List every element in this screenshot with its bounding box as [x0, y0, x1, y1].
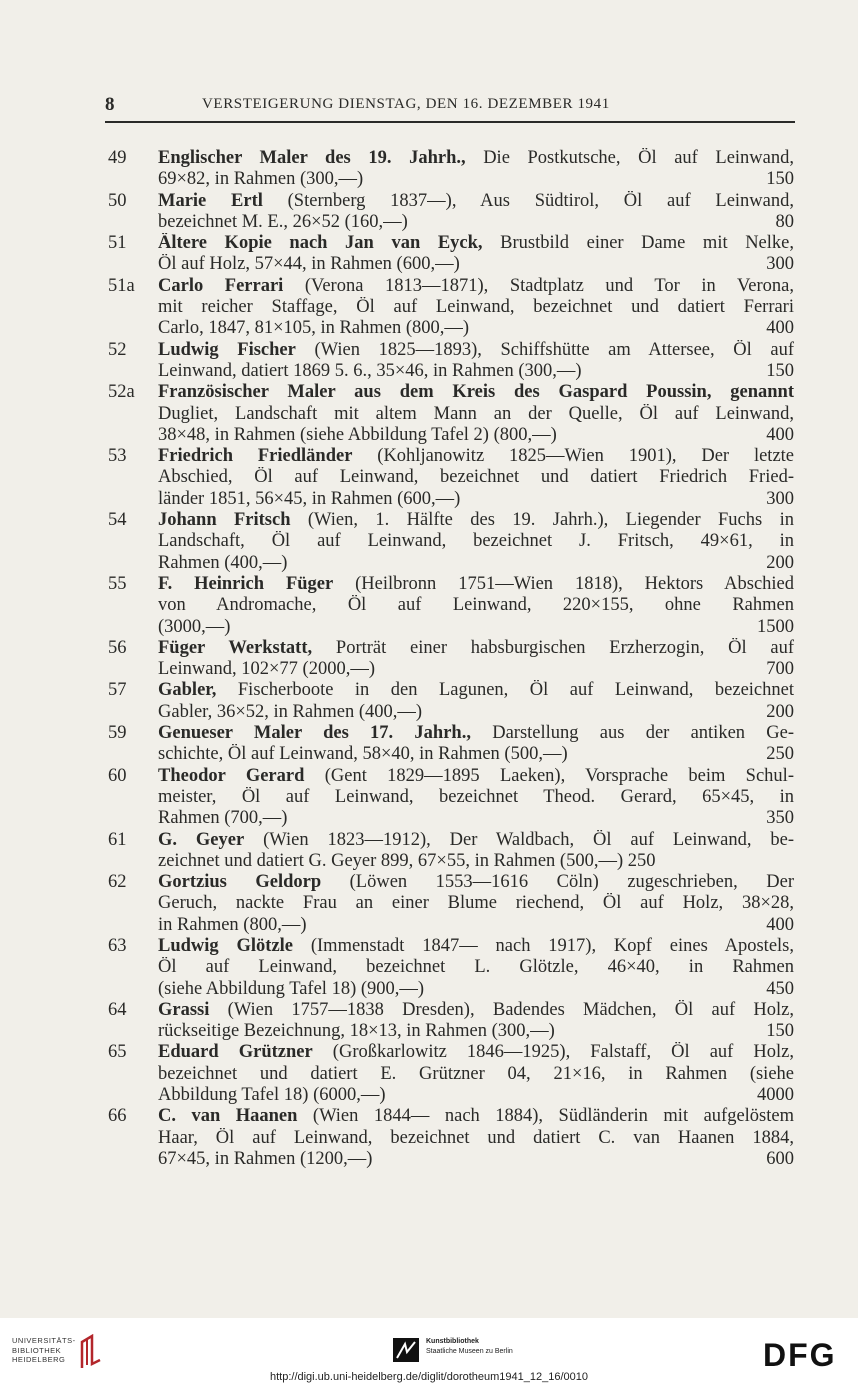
lot-description: länder 1851, 56×45, in Rahmen (600,—)	[158, 488, 461, 509]
artist-name: Ludwig Glötzle	[158, 935, 294, 956]
lot-number: 63	[108, 935, 127, 956]
lot-entry	[108, 723, 794, 766]
artist-name: G. Geyer	[158, 829, 245, 850]
lot-line	[158, 1149, 794, 1170]
artist-name: C. van Haanen	[158, 1106, 298, 1127]
lot-description: Öl auf Leinwand, bezeichnet L. Glötzle, 46×40, in Rahmen	[158, 957, 794, 978]
lot-line	[158, 766, 794, 787]
artist-name: F. Heinrich Füger	[158, 573, 334, 594]
lot-description: (Gent 1829—1895 Laeken), Vorsprache beim Schul-	[304, 765, 794, 786]
lot-line	[158, 531, 794, 552]
lot-line	[158, 340, 794, 361]
lot-description: (siehe Abbildung Tafel 18) (900,—)	[158, 978, 425, 999]
estimate-price: 150	[766, 360, 794, 381]
lot-description: (3000,—)	[158, 616, 231, 637]
kunstbibliothek-label	[426, 1337, 513, 1357]
lot-line	[158, 957, 794, 978]
university-library-logo-icon	[78, 1334, 104, 1370]
lot-line	[158, 936, 794, 957]
lot-entry	[108, 340, 794, 383]
lot-number: 52a	[108, 382, 135, 403]
lot-line	[158, 425, 794, 446]
dfg-logo: DFG	[763, 1337, 837, 1373]
estimate-price: 450	[766, 978, 794, 999]
lot-description: (Kohljanowitz 1825—Wien 1901), Der letzte	[352, 446, 794, 467]
lot-description: 67×45, in Rahmen (1200,—)	[158, 1148, 373, 1169]
lot-description: (Wien, 1. Hälfte des 19. Jahrh.), Liegender Fuchs in	[290, 510, 794, 531]
lot-line	[158, 617, 794, 638]
lot-number: 51	[108, 233, 127, 254]
lot-line	[158, 1000, 794, 1021]
estimate-price: 250	[766, 744, 794, 765]
lot-description: Die Postkutsche, Öl auf Leinwand,	[465, 148, 794, 168]
artist-name: Marie Ertl	[158, 190, 263, 211]
lot-entry	[108, 191, 794, 234]
artist-name: Ludwig Fischer	[158, 339, 296, 360]
lot-line	[158, 233, 794, 254]
running-head	[105, 94, 795, 118]
lot-description: (Wien 1844— nach 1884), Südländerin mit aufgelöstem	[297, 1106, 794, 1127]
lot-number: 53	[108, 446, 127, 467]
lot-description: Darstellung aus der antiken Ge-	[470, 723, 794, 744]
lot-description: (Großkarlowitz 1846—1925), Falstaff, Öl auf Holz,	[312, 1042, 794, 1063]
lot-number: 52	[108, 339, 127, 360]
lot-line	[158, 489, 794, 510]
estimate-price: 150	[766, 169, 794, 190]
library-line: UNIVERSITÄTS-	[12, 1336, 76, 1345]
estimate-price: 700	[766, 659, 794, 680]
kb-subtitle: Staatliche Museen zu Berlin	[426, 1348, 513, 1355]
lot-number: 61	[108, 829, 127, 850]
lot-line	[158, 595, 794, 616]
page-number: 8	[105, 94, 116, 115]
lot-line	[158, 893, 794, 914]
lot-line	[158, 382, 794, 403]
lot-line	[158, 702, 794, 723]
lot-description: Rahmen (400,—)	[158, 552, 288, 573]
lot-entry	[108, 148, 794, 191]
lot-line	[158, 659, 794, 680]
lot-line	[158, 808, 794, 829]
library-name	[12, 1336, 76, 1365]
lot-entry	[108, 382, 794, 446]
lot-line	[158, 510, 794, 531]
lot-line	[158, 723, 794, 744]
lot-line	[158, 915, 794, 936]
estimate-price: 200	[766, 552, 794, 573]
lot-description: (Verona 1813—1871), Stadtplatz und Tor in Verona,	[283, 275, 794, 296]
lot-description: (Löwen 1553—1616 Cöln) zugeschrieben, Der	[321, 872, 794, 893]
estimate-price: 4000	[757, 1085, 794, 1106]
estimate-price: 300	[766, 254, 794, 275]
kb-title: Kunstbibliothek	[426, 1338, 479, 1345]
lot-description: Gabler, 36×52, in Rahmen (400,—)	[158, 701, 423, 722]
lot-line	[158, 467, 794, 488]
lot-entry	[108, 872, 794, 936]
estimate-price: 400	[766, 318, 794, 339]
artist-name: Ältere Kopie nach Jan van Eyck,	[158, 233, 483, 254]
lot-line	[158, 744, 794, 765]
lot-line	[158, 1064, 794, 1085]
lot-number: 54	[108, 510, 127, 531]
lot-description: zeichnet und datiert G. Geyer 899, 67×55, in Rahmen (500,—) 250	[158, 850, 656, 871]
lot-entry	[108, 766, 794, 830]
lot-line	[158, 191, 794, 212]
estimate-price: 1500	[757, 616, 794, 637]
lot-number: 66	[108, 1106, 127, 1127]
lot-description: (Wien 1757—1838 Dresden), Badendes Mädchen, Öl auf Holz,	[209, 999, 794, 1020]
lot-description: von Andromache, Öl auf Leinwand, 220×155, ohne Rahmen	[158, 595, 794, 616]
lot-entry	[108, 936, 794, 1000]
lot-line	[158, 276, 794, 297]
artist-name: Gortzius Geldorp	[158, 872, 322, 893]
artist-name: Genueser Maler des 17. Jahrh.,	[158, 723, 471, 744]
lot-line	[158, 148, 794, 169]
lot-description: 38×48, in Rahmen (siehe Abbildung Tafel 2) (800,—)	[158, 424, 557, 445]
artist-name: Füger Werkstatt,	[158, 637, 313, 658]
lot-number: 59	[108, 723, 127, 744]
lot-number: 57	[108, 680, 127, 701]
lot-description: bezeichnet M. E., 26×52 (160,—)	[158, 211, 408, 232]
lot-number: 51a	[108, 275, 135, 296]
artist-name: Carlo Ferrari	[158, 275, 284, 296]
lot-line	[158, 553, 794, 574]
lot-line	[158, 574, 794, 595]
library-line: HEIDELBERG	[12, 1355, 66, 1364]
lot-description: (Heilbronn 1751—Wien 1818), Hektors Abschied	[333, 573, 794, 594]
lot-description: (Wien 1823—1912), Der Waldbach, Öl auf Leinwand, be-	[244, 829, 794, 850]
lot-description: mit reicher Staffage, Öl auf Leinwand, bezeichnet und datiert Ferrari	[158, 297, 794, 318]
header-rule	[105, 121, 795, 123]
lot-description: Öl auf Holz, 57×44, in Rahmen (600,—)	[158, 254, 460, 275]
lot-number: 65	[108, 1042, 127, 1063]
lot-list	[108, 148, 794, 1170]
lot-entry	[108, 1042, 794, 1106]
lot-line	[158, 1021, 794, 1042]
lot-description: Landschaft, Öl auf Leinwand, bezeichnet J. Fritsch, 49×61, in	[158, 531, 794, 552]
lot-line	[158, 254, 794, 275]
artist-name: Gabler,	[158, 680, 217, 701]
lot-number: 62	[108, 872, 127, 893]
lot-description: Abbildung Tafel 18) (6000,—)	[158, 1085, 386, 1106]
artist-name: Theodor Gerard	[158, 765, 305, 786]
lot-description: meister, Öl auf Leinwand, bezeichnet Theod. Gerard, 65×45, in	[158, 786, 794, 807]
estimate-price: 400	[766, 424, 794, 445]
kunstbibliothek-logo-icon	[393, 1338, 419, 1362]
lot-line	[158, 638, 794, 659]
lot-number: 64	[108, 999, 127, 1020]
lot-description: Fischerboote in den Lagunen, Öl auf Leinwand, bezeichnet	[216, 680, 794, 701]
lot-number: 56	[108, 637, 127, 658]
estimate-price: 400	[766, 914, 794, 935]
estimate-price: 150	[766, 1021, 794, 1042]
lot-line	[158, 787, 794, 808]
lot-line	[158, 1128, 794, 1149]
lot-line	[158, 404, 794, 425]
source-url[interactable]: http://digi.ub.uni-heidelberg.de/diglit/dorotheum1941_12_16/0010	[269, 1371, 589, 1383]
artist-name: Friedrich Friedländer	[158, 446, 353, 467]
lot-description: Rahmen (700,—)	[158, 808, 288, 829]
lot-description: Leinwand, datiert 1869 5. 6., 35×46, in Rahmen (300,—)	[158, 360, 582, 381]
lot-line	[158, 1106, 794, 1127]
lot-entry	[108, 1106, 794, 1170]
lot-line	[158, 1042, 794, 1063]
lot-description: schichte, Öl auf Leinwand, 58×40, in Rahmen (500,—)	[158, 744, 568, 765]
lot-entry	[108, 574, 794, 638]
lot-description: Leinwand, 102×77 (2000,—)	[158, 659, 375, 680]
artist-name: Johann Fritsch	[158, 510, 291, 531]
lot-line	[158, 297, 794, 318]
artist-name: Grassi	[158, 999, 210, 1020]
lot-number: 50	[108, 190, 127, 211]
lot-description: rückseitige Bezeichnung, 18×13, in Rahmen (300,—)	[158, 1021, 555, 1042]
lot-description: Abschied, Öl auf Leinwand, bezeichnet und datiert Friedrich Fried-	[158, 467, 794, 488]
lot-line	[158, 446, 794, 467]
lot-description: Carlo, 1847, 81×105, in Rahmen (800,—)	[158, 318, 470, 339]
lot-entry	[108, 1000, 794, 1043]
lot-line	[158, 872, 794, 893]
lot-description: (Wien 1825—1893), Schiffshütte am Attersee, Öl auf	[295, 339, 794, 360]
lot-description: bezeichnet und datiert E. Grützner 04, 21×16, in Rahmen (siehe	[158, 1063, 794, 1084]
header-title: VERSTEIGERUNG DIENSTAG, DEN 16. DEZEMBER 1941	[202, 96, 610, 112]
lot-entry	[108, 638, 794, 681]
estimate-price: 600	[766, 1148, 794, 1169]
lot-description: (Immenstadt 1847— nach 1917), Kopf eines Apostels,	[293, 935, 794, 956]
lot-line	[158, 1085, 794, 1106]
lot-number: 49	[108, 148, 127, 168]
lot-number: 60	[108, 765, 127, 786]
lot-entry	[108, 276, 794, 340]
artist-name: Englischer Maler des 19. Jahrh.,	[158, 148, 466, 168]
lot-line	[158, 169, 794, 190]
lot-entry	[108, 510, 794, 574]
lot-description: in Rahmen (800,—)	[158, 914, 307, 935]
lot-description: Dugliet, Landschaft mit altem Mann an der Quelle, Öl auf Leinwand,	[158, 403, 794, 424]
estimate-price: 350	[766, 808, 794, 829]
lot-entry	[108, 233, 794, 276]
lot-entry	[108, 680, 794, 723]
lot-number: 55	[108, 573, 127, 594]
lot-description: Brustbild einer Dame mit Nelke,	[482, 233, 794, 254]
artist-name: Eduard Grützner	[158, 1042, 313, 1063]
estimate-price: 300	[766, 488, 794, 509]
lot-description: Haar, Öl auf Leinwand, bezeichnet und datiert C. van Haanen 1884,	[158, 1127, 794, 1148]
lot-line	[158, 830, 794, 851]
lot-description: (Sternberg 1837—), Aus Südtirol, Öl auf Leinwand,	[262, 190, 794, 211]
estimate-price: 200	[766, 701, 794, 722]
lot-line	[158, 361, 794, 382]
lot-entry	[108, 446, 794, 510]
library-line: BIBLIOTHEK	[12, 1345, 62, 1355]
artist-name: Französischer Maler aus dem Kreis des Gaspard Poussin, genannt	[158, 382, 794, 403]
lot-description: Geruch, nackte Frau an einer Blume riechend, Öl auf Holz, 38×28,	[158, 893, 794, 914]
lot-line	[158, 851, 794, 872]
lot-line	[158, 212, 794, 233]
lot-description: Porträt einer habsburgischen Erzherzogin, Öl auf	[312, 637, 794, 658]
lot-line	[158, 318, 794, 339]
lot-line	[158, 979, 794, 1000]
estimate-price: 80	[775, 211, 794, 232]
lot-description: 69×82, in Rahmen (300,—)	[158, 169, 364, 190]
lot-line	[158, 680, 794, 701]
lot-entry	[108, 830, 794, 873]
